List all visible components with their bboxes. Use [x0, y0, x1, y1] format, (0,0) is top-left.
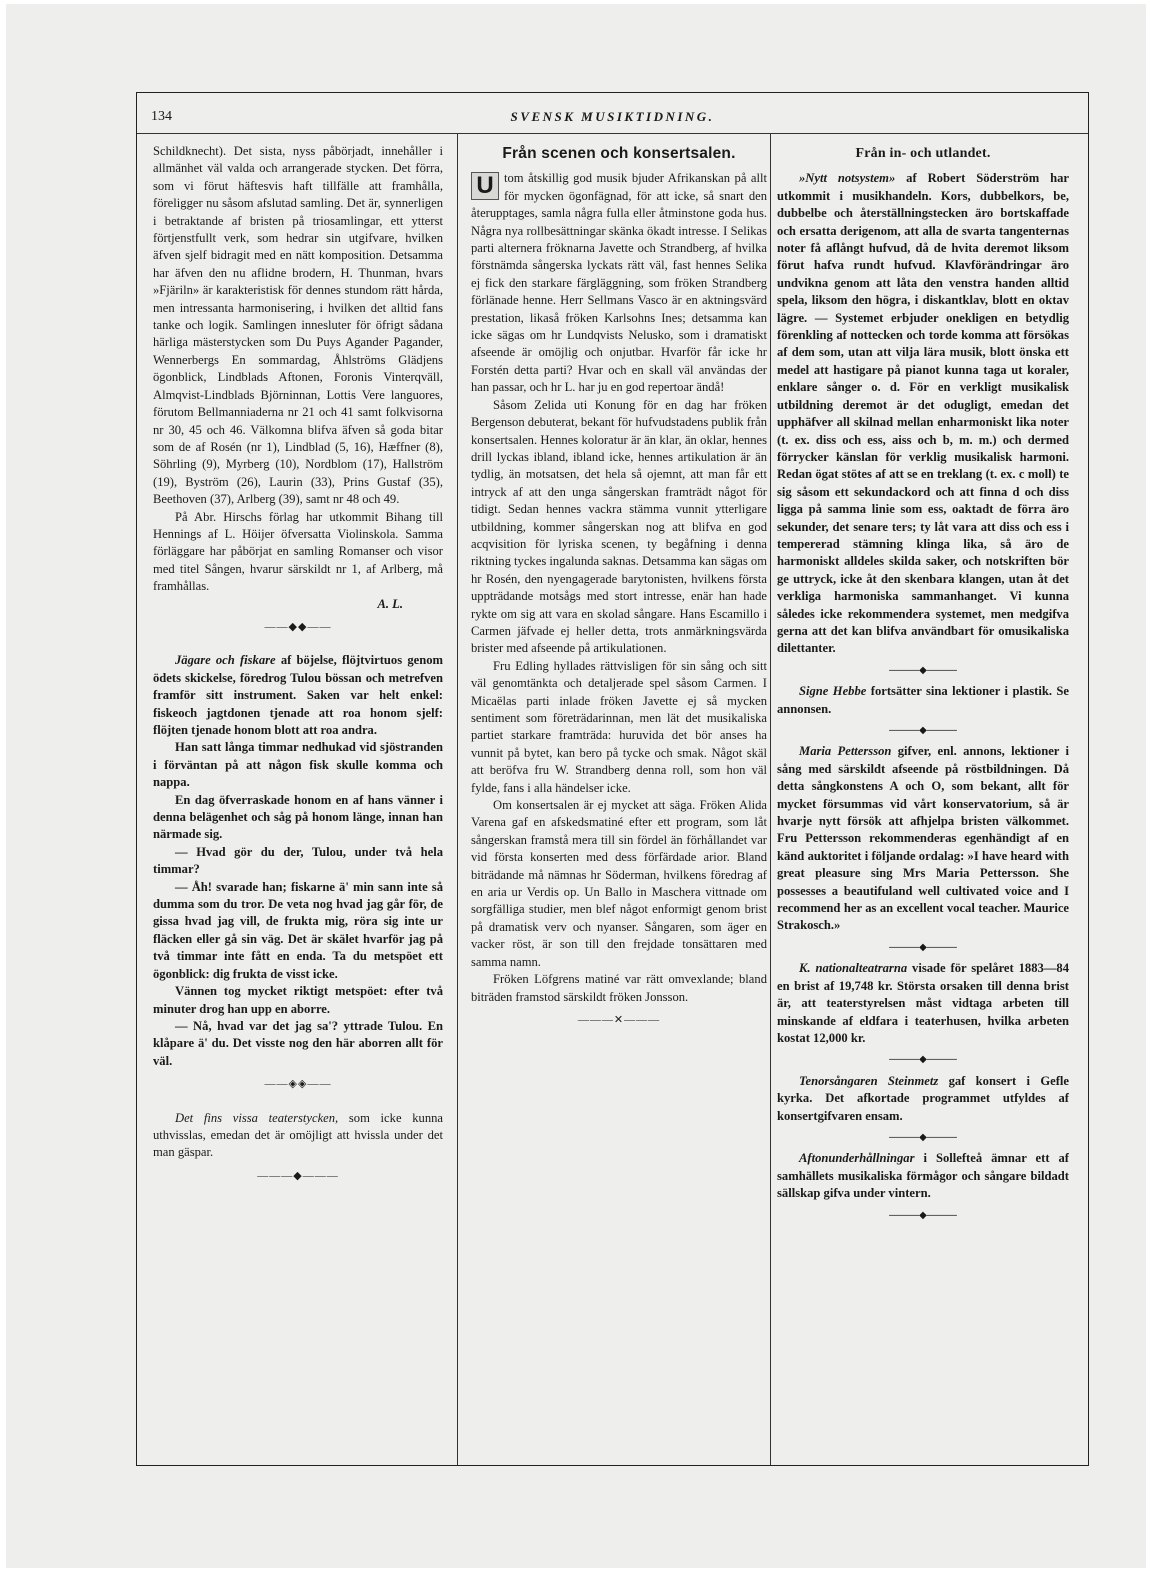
news-title: Maria Pettersson: [799, 744, 892, 759]
column-middle: [471, 143, 767, 1457]
separator: ———◆———: [889, 941, 957, 953]
page-header: [137, 93, 1088, 134]
scene-paragraph: Fru Edling hyllades rättvisligen för sin sång och sitt väl genomtänkta och detaljerade spel såsom Carmen. I Micaëlas parti inlade fröken Javette ej så mycken sentiment som företrädarinnan, men lät det musikaliska partiet starkare framträda: huruvida det bör anses ha vunnit på bytet, kan bero på tycke och smak. Något skäl att beröfva fru W. Strandberg denna roll, som hon väl fylde, fans i alla händelser icke.: [471, 658, 767, 795]
separator: ———◆———: [889, 725, 957, 736]
news-text: fortsätter sina lektioner i plastik. Se annonsen.: [777, 684, 1069, 716]
ornament: ———✕———: [577, 1013, 661, 1026]
separator: ———◆———: [889, 1131, 957, 1143]
news-item: [777, 960, 1069, 1047]
whistle-text: som icke kunna uthvisslas, emedan det är omöjligt att hvissla under det man gäspar.: [153, 1110, 443, 1160]
scene-paragraph: [471, 170, 767, 396]
news-text: i Sollefteå ämnar ett af samhällets musikaliska förmågor och sångare bildadt sällskap gifva under vintern.: [777, 1151, 1069, 1201]
separator: ———◆———: [889, 1054, 957, 1066]
ornament: ——◈◈——: [264, 1078, 332, 1091]
anecdote-paragraph: — Hvad gör du der, Tulou, under två hela timmar?: [153, 844, 443, 877]
running-title: SVENSK MUSIKTIDNING.: [510, 109, 715, 124]
news-text: af Robert Söderström har utkommit i musikhandeln. Kors, dubbelkors, be, dubbelbe och återställningstecken äro bortskaffade och ersatta derigenom, att alla de svarta tangenternas noter få aflångt hufvud, då de hvita deremot liksom förut hafva rundt hufvud. Klavförändringar äro undvikna genom att låta den venstra handen alltid spela, liksom den högra, i diskantklav, blott en oktav lägre. — Systemet erbjuder onekligen en betydlig förenkling af nottecken och torde komma att försökas af dem som, utan att vilja lära musik, blott önska ett medel att hastigare på pianot kunna taga ut koraler, enklare sånger o. d. För en verkligt musikalisk utbildning deremot är det odugligt, emedan det upphäfver all skilnad mellan enharmoniskt lika noter (t. ex. diss och ess, aiss och b, m. m.) och dermed förrycker känslan för verklig musikalisk harmoni. Redan ögat stötes af att se en treklang (t. ex. c moll) te sig såsom ett sekundackord och att finna d och diss ligga på samma linie som ess, oaktadt de förra äro sekunder, det senare ters; ty låt vara att diss och ess i tempererad stämning klinga lika, så äro de harmoniskt alldeles skilda saker, och notskriften bör ge uttryck, icke åt den skenbara klangen, utan åt det verkliga harmoniska sammanhanget. Vi kunna således icke rekommendera systemet, men medgifva gerna att det kan blifva användbart för omusikaliska dilettanter.: [777, 171, 1069, 656]
news-item: [777, 170, 1069, 657]
scene-paragraph: Fröken Löfgrens matiné var rätt omvexlande; bland biträden framstod särskildt fröken Jonsson.: [471, 972, 767, 1004]
anecdote-paragraph: [153, 652, 443, 739]
news-title: Signe Hebbe: [799, 684, 867, 699]
news-item: [777, 743, 1069, 934]
column-right: [777, 143, 1069, 1457]
anecdote-text: af böjelse, flöjtvirtuos genom ödets skickelse, föredrog Tulou bössan och metrefven framför sitt instrument. Saken var helt enkel: fiskeoch jagtdonen tjenade att roa honom sjelf: flöjten tjenade honom blott att roa andra.: [153, 653, 443, 737]
anecdote-paragraph: — Åh! svarade han; fiskarne ä' min sann inte så dumma som du tror. De veta nog hvad jag går för, de gissa hvad jag vill, de frukta mig, röra sig inte ur fläcken eller gå sin väg. Det är skälet hvarför jag på två timmar inte fått en enda. Ta du metspöet ett ögonblick: dig frukta de visst icke.: [153, 879, 443, 981]
news-title: »Nytt notsystem»: [799, 171, 896, 186]
news-title: Tenorsångaren Steinmetz: [799, 1073, 939, 1088]
review-paragraph: Schildknecht). Det sista, nyss påbörjadt, innehåller i allmänhet väl valda och arrangerade stycken. Det förra, som vi förut häftesvis haft tillfälle att framhålla, föreligger nu såsom afslutad samling. Det är, synnerligen i betraktande af bristen på triosamlingar, ett ytterst förtjenstfullt verk, som hedrar sin utgifvare, hvilken äfven sjelf bidragit med en nätt komposition. Detsamma har äfven den nu aflidne brodern, H. Thunman, hvars »Fjäriln» är karakteristisk för dennes stundom rätt hårda, men intressanta harmonisering, i hvilken det alltid fans tanke och logik. Samlingen innesluter för öfrigt sådana härliga mästerstycken som Du Puys Agander Pagander, Wennerbergs En sommardag, Åhlströms Glädjens ögonblick, Lindblads Aftonen, Foronis Vinterqväll, Almqvist-Lindblads Björninnan, Lottis Vere languores, förutom Bellmanniaderna nr 21 och 41 samt folkvisorna nr 30, 45 och 46. Välkomna blifva äfven så goda bitar som de af Rosén (nr 1), Lindblad (5, 16), Hæffner (8), Söhrling (9), Myrberg (10), Nordblom (17), Hallström (19), Byström (26), Laurin (33), Prins Gustaf (35), Beethoven (37), Arlberg (39), samt nr 48 och 49.: [153, 144, 443, 507]
page-frame: [136, 92, 1089, 1466]
news-text: visade för spelåret 1883—84 en brist af 19,748 kr. Största orsaken till denna brist är, att teaterstyrelsen måst vidtaga arbeten till minskande af eldfara i teaterhusen, hvilka arbeten kostat 12,000 kr.: [777, 961, 1069, 1045]
news-item: [777, 1073, 1069, 1125]
separator: ———◆———: [889, 664, 957, 676]
separator: ———◆———: [889, 1209, 957, 1221]
news-title: K. nationalteatrarna: [799, 961, 908, 976]
news-item: [777, 683, 1069, 718]
anecdote-paragraph: En dag öfverraskade honom en af hans vänner i denna belägenhet och såg på honom länge, innan han närmade sig.: [153, 792, 443, 842]
whistle-paragraph: [153, 1110, 443, 1162]
column-divider: [457, 133, 458, 1465]
ornament: ———◆———: [257, 1169, 339, 1182]
page: [6, 4, 1146, 1568]
signature: A. L.: [377, 596, 403, 611]
anecdote-paragraph: Vännen tog mycket riktigt metspöet: efter två minuter drog han upp en aborre.: [153, 984, 443, 1016]
column-divider: [770, 133, 771, 1465]
scene-paragraph: Såsom Zelida uti Konung för en dag har fröken Bergenson debuterat, bekant för hufvudstadens publik från konsertsalen. Hennes koloratur är än klar, än oklar, hennes drill lyckas ibland, ibland icke, hennes artikulation är än tydlig, än motsatsen, det hela så ojemnt, att man får ett intryck af att den unga sångerskan framträdt något för tidigt. Sedan hennes vackra stämma vunnit ytterligare utbildning, kommer sångerskan nog att blifva en god acqvisition för lyriska scenen, ty begåfning i denna riktning tyckes ingalunda saknas. Detsamma kan sägas om hr Rosén, den nyengagerade barytonisten, hvilkens första uppträdande motsågs med stort intresse, enär han hade rykte om sig att vara en skolad sångare. Hans Escamillo i Carmen jäfvade ej heller detta, trots anmärkningsvärda brister med afseende på artikulationen.: [471, 397, 767, 656]
scene-text: tom åtskillig god musik bjuder Afrikanskan på allt för mycken ögonfägnad, för att icke, så snart den återupptages, samla några fulla eller åtminstone goda hus. Några nya rollbesättningar skänka ökadt intresse. I Selikas parti alternera fröknarna Javette och Strandberg, af hvilka förstnämda sångerska lyckats rätt väl, fast hennes Selika ej fick den starkare färgläggning, som fröken Strandberg förlänade henne. Herr Sellmans Vasco är en aktningsvärd prestation, likaså fröken Karlsohns Ines; detsamma kan icke sägas om hr Lundqvists Nelusko, som i dramatiskt afseende är omöjlig och onjutbar. Hvarför får icke hr Forstén detta parti? Hvar och en skall väl användas der han passar, och hr L. har ju en god repertoar ändå!: [471, 171, 767, 395]
column-left: [153, 143, 443, 1457]
news-text: gaf konsert i Gefle kyrka. Det afkortade programmet utfyldes af konsertgifvaren ensam.: [777, 1073, 1069, 1123]
drop-cap: U: [471, 172, 499, 200]
news-text: gifver, enl. annons, lektioner i sång med särskildt afseende på röstbildningen. Då detta sångkonstens A och O, som bekant, allt för mycket försummas vid vårt konservatorium, så är hvarje nytt försök att afhjelpa bristen välkommet. Fru Pettersson rekommenderas egenhändigt af en känd auktoritet i följande ordalag: »I have heard with great pleasure sing Mrs Maria Pettersson. She possesses a beautifuland well cultivated voice and I recommend her as an excellent vocal teacher. Maurice Strakosch.»: [777, 744, 1069, 933]
scene-paragraph: Om konsertsalen är ej mycket att säga. Fröken Alida Varena gaf en afskedsmatiné efter ett program, som låt sångerskan framstå mera till sin fördel än förhållandet var vid första konserten med dess förfärdade arior. Bland biträdande må nämnas hr Söderman, hvilkens föredrag af en aria ur Verdis op. Un Ballo in Maschera vittnade om sorgfälliga studier, men blef något enformigt genom brist på dramatisk verv och nyanser. Sångaren, som äger en vacker röst, är son till den frejdade tonsättaren med samma namn.: [471, 798, 767, 969]
page-number: 134: [151, 109, 172, 124]
news-item: [777, 1150, 1069, 1202]
section-heading: Från in- och utlandet.: [855, 146, 991, 161]
anecdote-title: Jägare och fiskare: [175, 653, 276, 668]
anecdote-paragraph: Han satt långa timmar nedhukad vid sjöstranden i förväntan på att någon fisk skulle komma och nappa.: [153, 740, 443, 790]
review-paragraph: På Abr. Hirschs förlag har utkommit Bihang till Hennings af L. Höijer öfversatta Violinskola. Samma förläggare har påbörjat en samling Romanser och visor med titel Sången, hvarur särskildt nr 1, af Arlberg, må framhållas.: [153, 509, 443, 594]
whistle-title: Det fins vissa teaterstycken,: [175, 1110, 339, 1125]
ornament: ——◆◆——: [264, 620, 332, 633]
anecdote-paragraph: — Nå, hvad var det jag sa'? yttrade Tulou. En klåpare ä' du. Det visste nog den här aborren allt för väl.: [153, 1018, 443, 1068]
section-heading: Från scenen och konsertsalen.: [502, 145, 736, 162]
news-title: Aftonunderhållningar: [799, 1151, 915, 1166]
